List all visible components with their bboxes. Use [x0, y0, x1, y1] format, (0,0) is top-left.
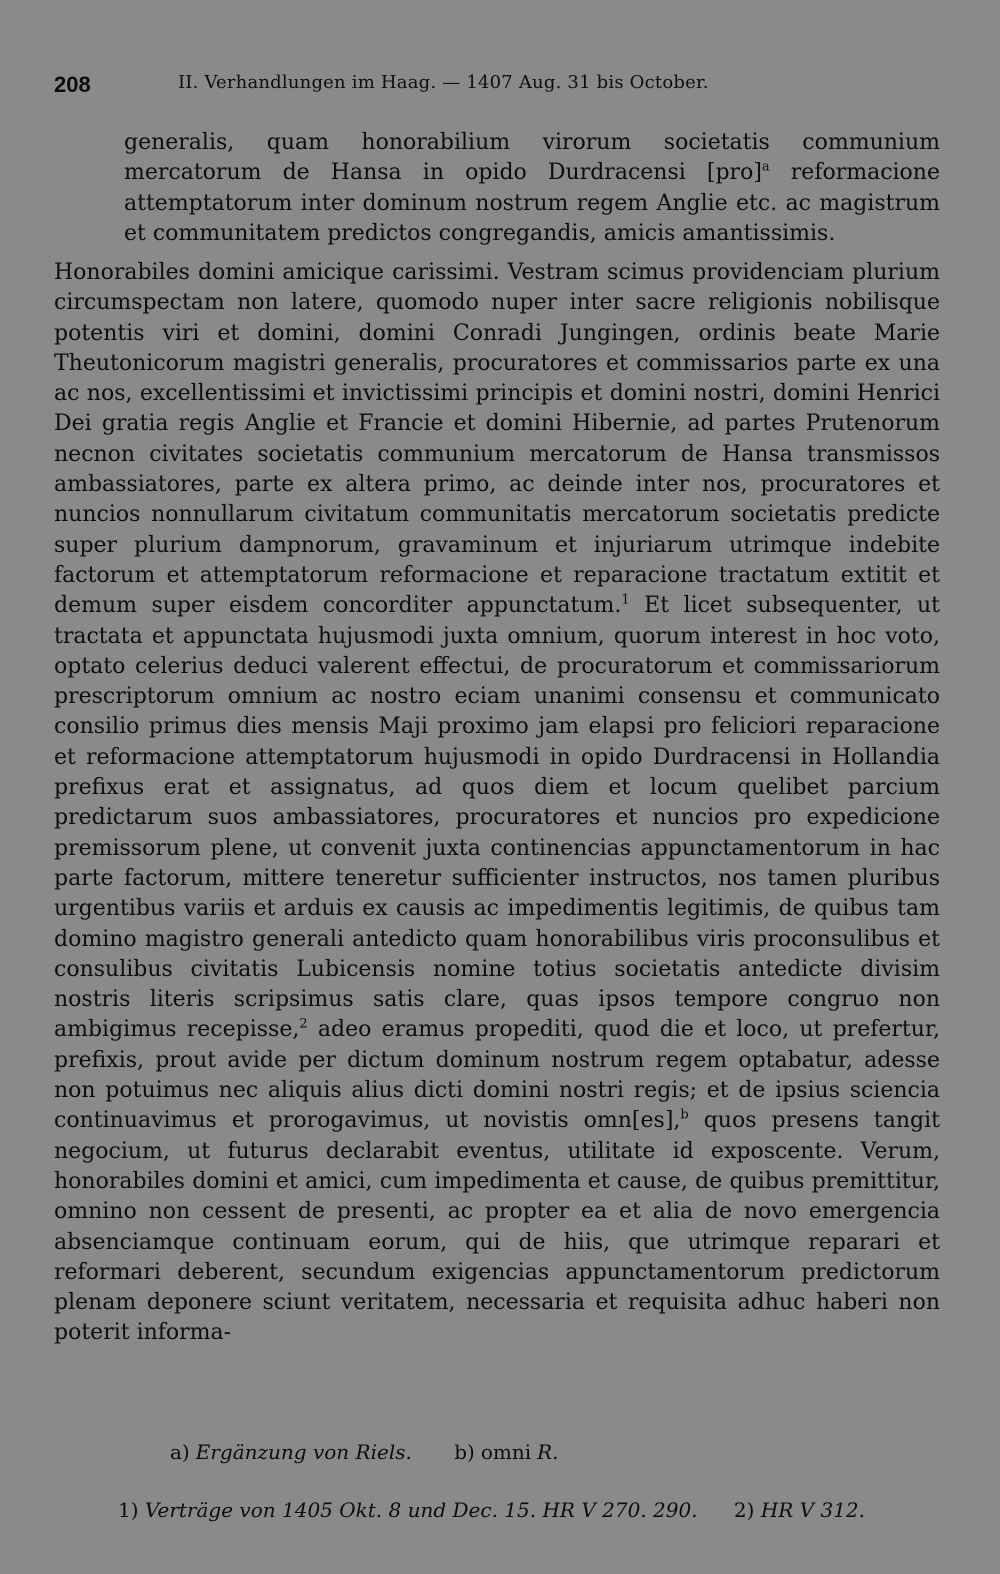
- body-text-1: Honorabiles domini amicique carissimi. Vestram scimus providenciam plurium circumspectam non latere, quomodo nuper inter sacre religionis nobilisque potentis viri et domini, domini Conradi Jungingen, ordinis beate Marie Theutonicorum magistri generalis, procuratores et commissarios parte ex una ac nos, excellentissimi et invictissimi principis et domini nostri, domini Henrici Dei gratia regis Anglie et Francie et domini Hibernie, ad partes Prutenorum necnon civitates societatis communium mercatorum de Hansa transmissos ambassiatores, parte ex altera primo, ac deinde inter nos, procuratores et nuncios nonnullarum civitatum communitatis mercatorum societatis predicte super plurium dampnorum, gravaminum et injuriarum utrimque indebite factorum et attemptatorum reformacione et reparacione tractatum extitit et demum super eisdem concorditer appunctatum.: [54, 260, 940, 619]
- body-text-2: Et licet subsequenter, ut tractata et appunctata hujusmodi juxta omnium, quorum interest in hoc voto, optato celerius deduci valerent effectui, de procuratorum et commissariorum prescriptorum omnium ac nostro eciam unanimi consensu et communicato consilio primus dies mensis Maji proximo jam elapsi pro feliciori reparacione et reformacione attemptatorum hujusmodi in opido Durdracensi in Hollandia prefixus erat et assignatus, ad quos diem et locum quelibet parcium predictarum suos ambassiatores, procuratores et nuncios pro expedicione premissorum plene, ut convenit juxta continencias appunctamentorum in hac parte factorum, mittere teneretur sufficienter instructos, nos tamen pluribus urgentibus variis et arduis ex causis ac impedimentis legitimis, de quibus tam domino magistro generali antedicto quam honorabilibus viris proconsulibus et consulibus civitatis Lubicensis nomine totius societatis antedicte divisim nostris literis scripsimus satis clare, quas ipsos tempore congruo non ambigimus recepisse,: [54, 593, 940, 1043]
- address-text-2: reformacione attemptatorum inter dominum nostrum regem Anglie etc. ac magistrum et communitatem predictos congregandis, amicis amantissimis.: [124, 160, 940, 246]
- footnote-b-text: omni: [480, 1440, 532, 1464]
- footnote-a-text: Ergänzung von Riels.: [195, 1440, 412, 1464]
- footnote-1-text: Verträge von 1405 Okt. 8 und Dec. 15.: [144, 1498, 537, 1522]
- footnote-marker-a: a: [761, 159, 770, 175]
- footnote-marker-2: 2: [299, 1017, 308, 1033]
- footnote-b-source: R.: [537, 1440, 559, 1464]
- footnote-marker-1: 1: [621, 592, 630, 608]
- footnote-1-ref: HR V 270. 290.: [542, 1498, 698, 1522]
- footnote-marker-b: b: [680, 1107, 689, 1123]
- footnote-b-label: b): [454, 1440, 475, 1464]
- body-text-3: adeo eramus propediti, quod die et loco, ut prefertur, prefixis, prout avide per dictum dominum nostrum regem optabatur, adesse non potuimus nec aliquis alius dicti domini nostri regis; et de ipsius sciencia continuavimus et prorogavimus, ut novistis omn[es],: [54, 1017, 940, 1134]
- reference-footnotes: [118, 1498, 948, 1522]
- textual-footnotes: [170, 1440, 930, 1464]
- letter-body: [54, 258, 940, 1349]
- footnote-b: [454, 1440, 558, 1464]
- address-text-1: generalis, quam honorabilium virorum societatis communium mercatorum de Hansa in opido Durdracensi [pro]: [124, 130, 940, 186]
- footnote-2-label: 2): [733, 1498, 755, 1522]
- page-header: [54, 66, 944, 106]
- footnote-1-label: 1): [118, 1498, 139, 1522]
- footnote-a: [170, 1440, 412, 1464]
- page-number: 208: [54, 72, 91, 97]
- letter-address: [124, 128, 940, 249]
- running-head: II. Verhandlungen im Haag. — 1407 Aug. 31 bis October.: [178, 72, 709, 93]
- footnote-2-ref: HR V 312.: [760, 1498, 866, 1522]
- body-text-4: quos presens tangit negocium, ut futurus declarabit eventus, utilitate id exposcente. Verum, honorabiles domini et amici, cum impedimenta et cause, de quibus premittitur, omnino non cessent de presenti, ac propter ea et alia de novo emergencia absenciamque continuam eorum, qui de hiis, que utrimque reparari et reformari deberent, secundum exigencias appunctamentorum predictorum plenam deponere sciunt veritatem, necessaria et requisita adhuc haberi non poterit informa-: [54, 1108, 940, 1346]
- footnote-a-label: a): [170, 1440, 190, 1464]
